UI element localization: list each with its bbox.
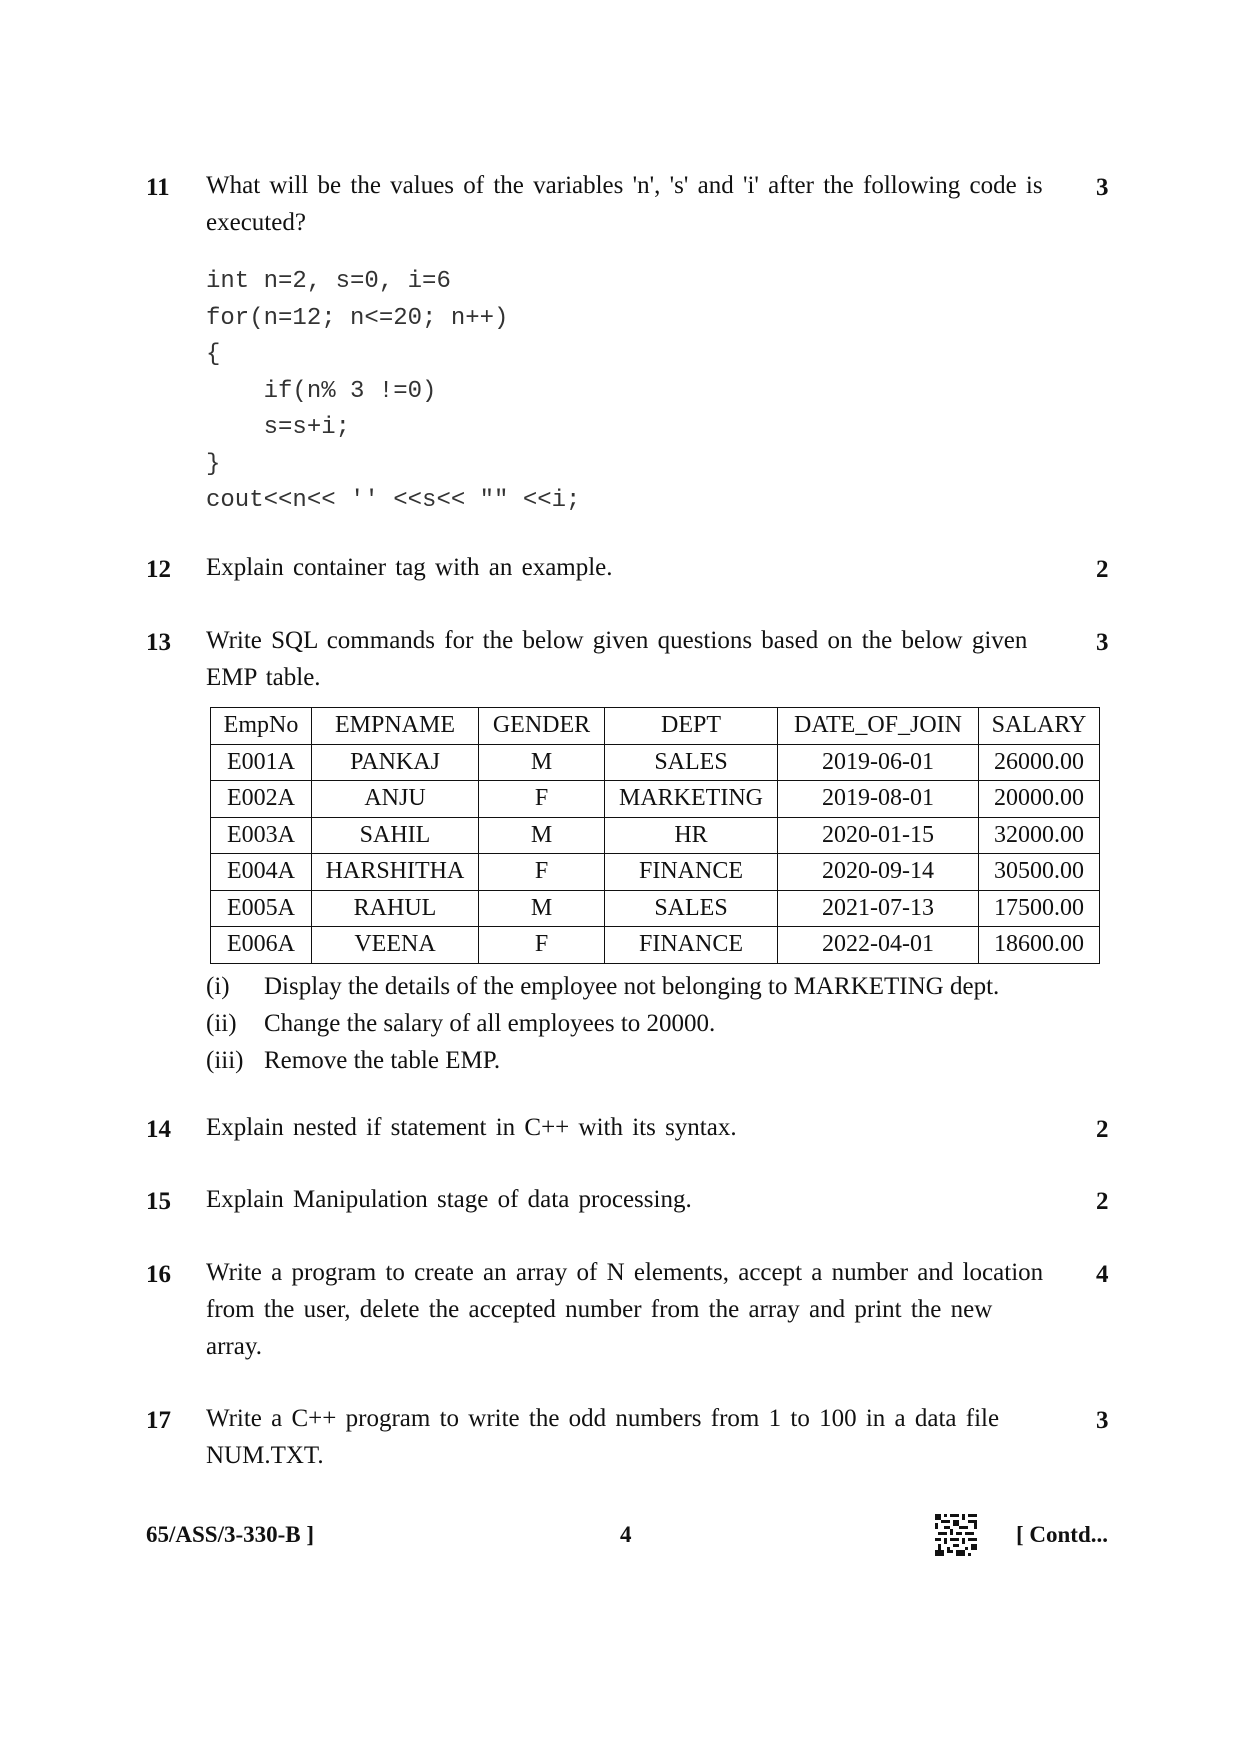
page-number: 4 (620, 1522, 632, 1547)
table-cell: 20000.00 (979, 781, 1100, 818)
subpart-label: (ii) (206, 1010, 237, 1037)
column-header: DEPT (605, 708, 778, 745)
subpart (206, 1042, 999, 1079)
table-cell: 18600.00 (979, 927, 1100, 964)
question-marks: 2 (1096, 1188, 1109, 1215)
question-marks: 3 (1096, 629, 1109, 656)
column-header: EMPNAME (312, 708, 479, 745)
column-header: DATE_OF_JOIN (778, 708, 979, 745)
table-row (211, 854, 1100, 891)
column-header: GENDER (479, 708, 605, 745)
table-cell: 2021-07-13 (778, 890, 979, 927)
subpart-label: (i) (206, 973, 230, 1000)
table-cell: FINANCE (605, 854, 778, 891)
question-text: Write a C++ program to write the odd numbers from 1 to 100 in a data file NUM.TXT. (206, 1405, 1000, 1469)
table-row (211, 817, 1100, 854)
qr-code-icon (935, 1514, 977, 1556)
table-row (211, 744, 1100, 781)
question-number: 14 (146, 1116, 171, 1143)
code-block (206, 264, 580, 520)
question-number: 16 (146, 1261, 171, 1288)
code-line: { (206, 341, 221, 368)
column-header: EmpNo (211, 708, 312, 745)
question-marks: 2 (1096, 1116, 1109, 1143)
question-number: 13 (146, 629, 171, 656)
table-cell: 2020-01-15 (778, 817, 979, 854)
emp-table (210, 707, 1100, 964)
table-cell: E001A (211, 744, 312, 781)
code-line: int n=2, s=0, i=6 (206, 268, 451, 295)
code-line: for(n=12; n<=20; n++) (206, 304, 509, 332)
table-cell: RAHUL (312, 890, 479, 927)
question-marks: 3 (1096, 1407, 1109, 1434)
table-cell: 26000.00 (979, 744, 1100, 781)
code-line: s=s+i; (206, 414, 351, 441)
code-line: cout<<n<< '' <<s<< "" <<i; (206, 487, 581, 514)
subpart-text: Remove the table EMP. (264, 1047, 501, 1074)
question-number: 15 (146, 1188, 171, 1215)
table-cell: VEENA (312, 927, 479, 964)
question-number: 12 (146, 556, 171, 583)
table-cell: F (479, 781, 605, 818)
paper-code: 65/ASS/3-330-B ] (146, 1522, 315, 1547)
table-cell: M (479, 744, 605, 781)
question-text: Explain container tag with an example. (206, 554, 613, 581)
question-text: Write SQL commands for the below given questions based on the below given EMP table. (206, 627, 1028, 691)
question-number: 11 (146, 174, 170, 201)
continued-label: [ Contd... (1016, 1522, 1109, 1547)
table-row (211, 927, 1100, 964)
question-text: Explain nested if statement in C++ with its syntax. (206, 1114, 737, 1141)
table-cell: FINANCE (605, 927, 778, 964)
subpart-text: Display the details of the employee not belonging to MARKETING dept. (264, 973, 1000, 1000)
table-cell: E003A (211, 817, 312, 854)
table-cell: SALES (605, 890, 778, 927)
table-row (211, 781, 1100, 818)
table-cell: HR (605, 817, 778, 854)
question-text: Explain Manipulation stage of data processing. (206, 1186, 692, 1213)
table-cell: 2019-08-01 (778, 781, 979, 818)
table-cell: 2022-04-01 (778, 927, 979, 964)
question-text: Write a program to create an array of N elements, accept a number and location from the user, delete the accepted number from the array and print the new array. (206, 1259, 1044, 1360)
table-cell: ANJU (312, 781, 479, 818)
table-cell: 30500.00 (979, 854, 1100, 891)
table-cell: E005A (211, 890, 312, 927)
table-cell: PANKAJ (312, 744, 479, 781)
table-cell: HARSHITHA (312, 854, 479, 891)
subpart-text: Change the salary of all employees to 20000. (264, 1010, 716, 1037)
code-line: if(n% 3 !=0) (206, 377, 437, 405)
question-marks: 2 (1096, 556, 1109, 583)
table-cell: 2020-09-14 (778, 854, 979, 891)
question-text: What will be the values of the variables 'n', 's' and 'i' after the following code is executed? (206, 172, 1043, 236)
table-cell: E004A (211, 854, 312, 891)
table-cell: SALES (605, 744, 778, 781)
table-cell: 32000.00 (979, 817, 1100, 854)
table-cell: 17500.00 (979, 890, 1100, 927)
table-cell: F (479, 927, 605, 964)
table-cell: E006A (211, 927, 312, 964)
table-header-row (211, 708, 1100, 745)
table-cell: MARKETING (605, 781, 778, 818)
column-header: SALARY (979, 708, 1100, 745)
table-cell: M (479, 890, 605, 927)
subparts-list (206, 968, 999, 1079)
subpart (206, 1005, 999, 1042)
table-cell: M (479, 817, 605, 854)
table-cell: SAHIL (312, 817, 479, 854)
table-row (211, 890, 1100, 927)
subpart (206, 968, 999, 1005)
code-line: } (206, 450, 221, 478)
table-cell: E002A (211, 781, 312, 818)
question-marks: 4 (1096, 1261, 1109, 1288)
question-number: 17 (146, 1407, 171, 1434)
table-cell: 2019-06-01 (778, 744, 979, 781)
table-cell: F (479, 854, 605, 891)
subpart-label: (iii) (206, 1047, 244, 1074)
question-marks: 3 (1096, 174, 1109, 201)
